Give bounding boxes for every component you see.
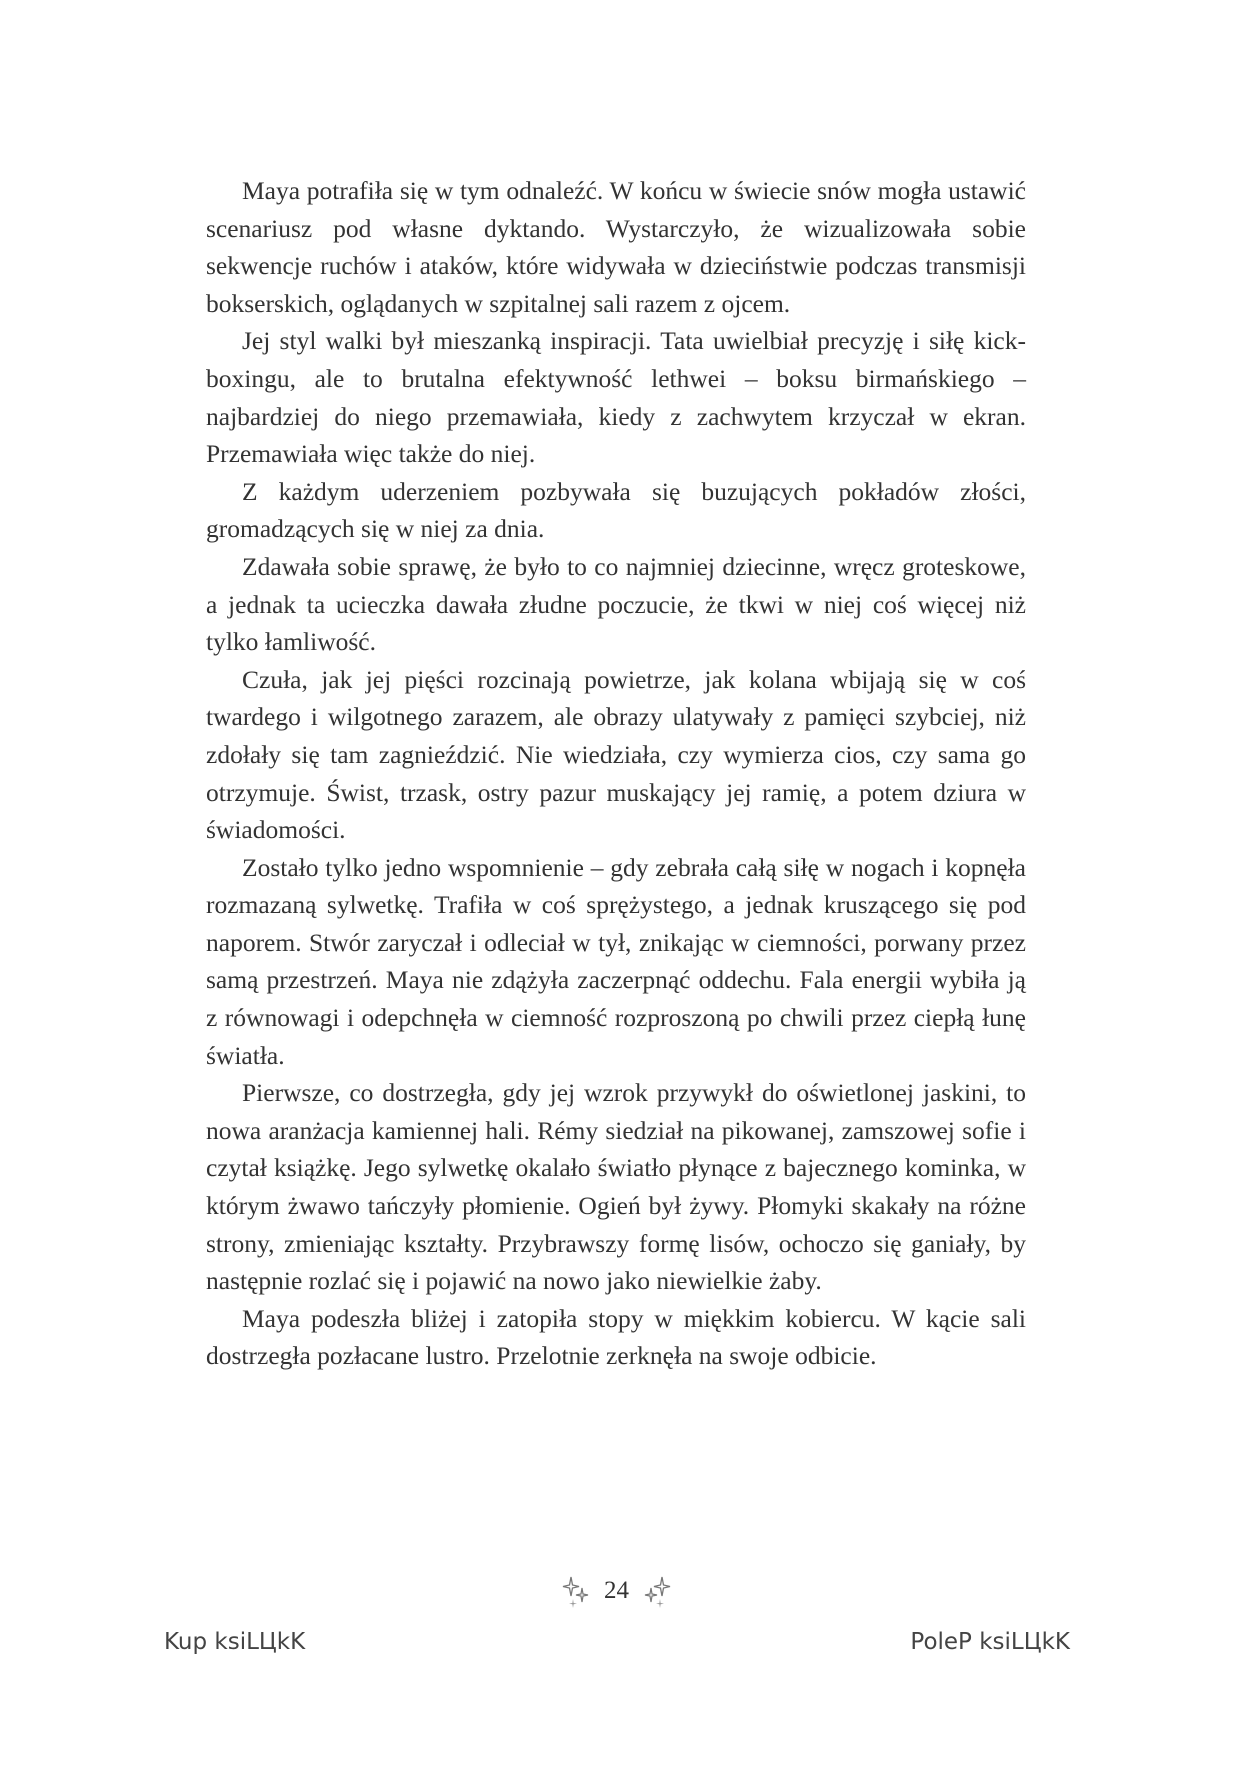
page-number-area bbox=[0, 1574, 1233, 1618]
paragraph: Zostało tylko jedno wspomnienie – gdy zebrała całą siłę w nogach i kopnęła rozmazaną sylwetkę. Trafiła w coś sprężystego, a jednak kruszącego się pod naporem. Stwór zaryczał i odleciał w tył, znikając w ciemności, porwany przez samą przestrzeń. Maya nie zdążyła zaczerpnąć oddechu. Fala energii wybiła ją z równowagi i odepchnęła w ciemność rozproszoną po chwili przez ciepłą łunę światła. bbox=[206, 852, 1026, 1070]
page-number-group bbox=[562, 1574, 671, 1608]
paragraph: Pierwsze, co dostrzegła, gdy jej wzrok przywykł do oświetlonej jaskini, to nowa aranżacja kamiennej hali. Rémy siedział na pikowanej, zamszowej sofie i czytał książkę. Jego sylwetkę okalało światło płynące z bajecznego kominka, w którym żwawo tańczyły płomienie. Ogień był żywy. Płomyki skakały na różne strony, zmieniając kształty. Przybrawszy formę lisów, ochoczo się ganiały, by następnie rozlać się i pojawić na nowo jako niewielkie żaby. bbox=[206, 1078, 1026, 1296]
paragraph: Maya potrafiła się w tym odnaleźć. W końcu w świecie snów mogła ustawić scenariusz pod własne dyktando. Wystarczyło, że wizualizowała sobie sekwencje ruchów i ataków, które widywała w dzieciństwie podczas transmisji bokserskich, oglądanych w szpitalnej sali razem z ojcem. bbox=[206, 176, 1026, 318]
paragraph: Maya podeszła bliżej i zatopiła stopy w miękkim kobiercu. W kącie sali dostrzegła pozłacane lustro. Przelotnie zerknęła na swoje odbicie. bbox=[206, 1303, 1026, 1371]
recommend-book-link[interactable]: PoleP ksiLЦkK bbox=[910, 1629, 1070, 1655]
page-number: 24 bbox=[604, 1577, 629, 1604]
sparkle-stars-icon bbox=[562, 1574, 592, 1608]
buy-book-link[interactable]: Kup ksiLЦkK bbox=[164, 1629, 306, 1655]
sparkle-stars-icon bbox=[641, 1574, 671, 1608]
page-body bbox=[206, 172, 1026, 1375]
paragraph: Czuła, jak jej pięści rozcinają powietrze, jak kolana wbijają się w coś twardego i wilgotnego zarazem, ale obrazy ulatywały z pamięci szybciej, niż zdołały się tam zagnieździć. Nie wiedziała, czy wymierza cios, czy sama go otrzymuje. Świst, trzask, ostry pazur muskający jej ramię, a potem dziura w świadomości. bbox=[206, 664, 1026, 845]
paragraph: Z każdym uderzeniem pozbywała się buzujących pokładów złości, gromadzących się w niej za dnia. bbox=[206, 476, 1026, 544]
paragraph: Zdawała sobie sprawę, że było to co najmniej dziecinne, wręcz groteskowe, a jednak ta ucieczka dawała złudne poczucie, że tkwi w niej coś więcej niż tylko łamliwość. bbox=[206, 551, 1026, 657]
paragraph: Jej styl walki był mieszanką inspiracji. Tata uwielbiał precyzję i siłę kick-boxingu, ale to brutalna efektywność lethwei – boksu birmańskiego – najbardziej do niego przemawiała, kiedy z zachwytem krzyczał w ekran. Przemawiała więc także do niej. bbox=[206, 326, 1026, 469]
